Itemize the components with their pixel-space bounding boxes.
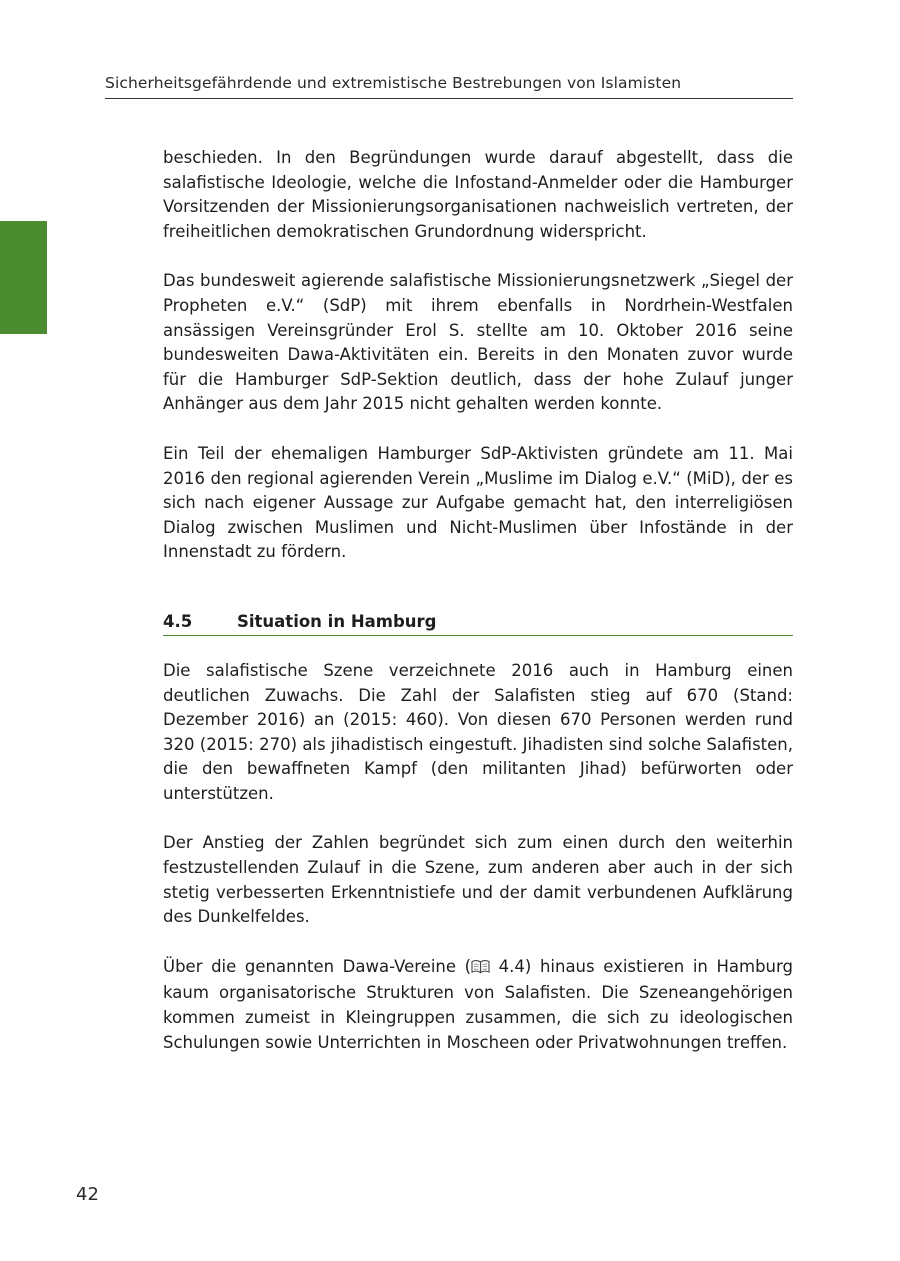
header-rule: [105, 98, 793, 99]
running-header: Sicherheitsgefährdende und extremistische Bestrebungen von Islamisten: [105, 74, 682, 92]
page-number: 42: [76, 1184, 99, 1205]
paragraph-text: hinaus existieren in Hamburg kaum organisatorische Strukturen von Salafisten. Die Szeneangehörigen kommen zumeist in Kleingruppen zusammen, die sich zu ideologischen Schulungen sowie Unterrichten in Moscheen oder Privatwohnungen treffen.: [163, 956, 793, 1052]
paragraph: [163, 955, 793, 1055]
chapter-marker-tab: [0, 221, 47, 334]
paragraph: Ein Teil der ehemaligen Hamburger SdP-Aktivisten gründete am 11. Mai 2016 den regional agierenden Verein „Muslime im Dialog e.V.“ (MiD), der es sich nach eigener Aussage zur Aufgabe gemacht hat, den interreligiösen Dialog zwischen Muslimen und Nicht-Muslimen über Infostände in der Innenstadt zu fördern.: [163, 443, 793, 562]
paragraph-text: Über die genannten Dawa-Vereine (: [163, 956, 472, 976]
cross-reference[interactable]: 4.4): [490, 956, 532, 976]
paragraph: Das bundesweit agierende salafistische Missionierungsnetzwerk „Siegel der Propheten e.V.“ (SdP) mit ihrem ebenfalls in Nordrhein-Westfalen ansässigen Vereinsgründer Erol S. stellte am 10. Oktober 2016 seine bundesweiten Dawa-Aktivitäten ein. Bereits in den Monaten zuvor wurde für die Hamburger SdP-Sektion deutlich, dass der hohe Zulauf junger Anhänger aus dem Jahr 2015 nicht gehalten werden konnte.: [163, 271, 793, 414]
section-heading: [163, 611, 793, 636]
book-icon: [471, 957, 490, 982]
section-number: 4.5: [163, 611, 193, 631]
paragraph: Der Anstieg der Zahlen begründet sich zum einen durch den weiterhin festzustellenden Zulauf in die Szene, zum anderen aber auch in der sich stetig verbesserten Erkenntnistiefe und der damit verbundenen Aufklärung des Dunkelfeldes.: [163, 833, 793, 927]
paragraph: beschieden. In den Begründungen wurde darauf abgestellt, dass die salafistische Ideologie, welche die Infostand-Anmelder oder die Hamburger Vorsitzenden der Missionierungsorganisationen nachweislich vertreten, der freiheitlichen demokratischen Grundordnung widerspricht.: [163, 148, 793, 241]
page-body: [163, 146, 793, 1055]
paragraph: Die salafistische Szene verzeichnete 2016 auch in Hamburg einen deutlichen Zuwachs. Die Zahl der Salafisten stieg auf 670 (Stand: Dezember 2016) an (2015: 460). Von diesen 670 Personen werden rund 320 (2015: 270) als jihadistisch eingestuft. Jihadisten sind solche Salafisten, die den bewaffneten Kampf (den militanten Jihad) befürworten oder unterstützen.: [163, 660, 793, 803]
section-title: Situation in Hamburg: [237, 611, 437, 631]
